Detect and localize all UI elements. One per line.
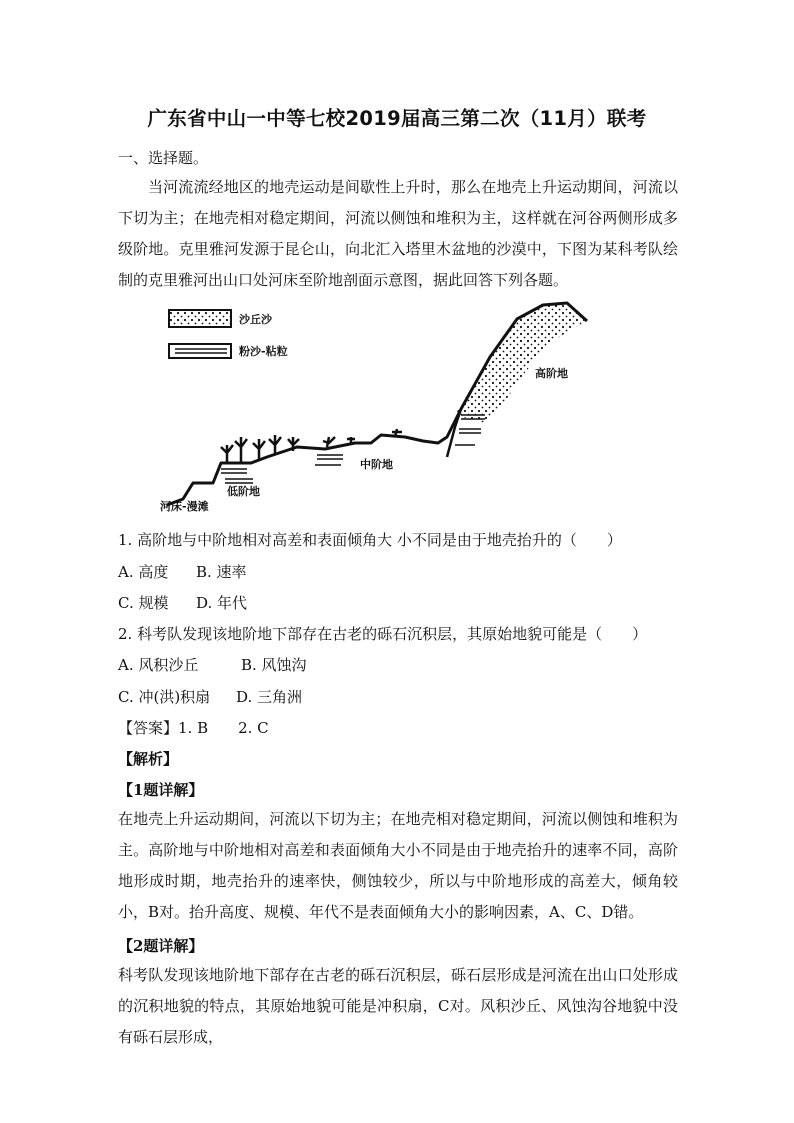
intro-paragraph: 当河流流经地区的地壳运动是间歇性上升时，那么在地壳上升运动期间，河流以下切为主；在地壳相对稳定期间，河流以侧蚀和堆积为主，这样就在河谷两侧形成多级阶地。克里雅河发源于昆仑山，向北汇入塔里木盆地的沙漠中，下图为某科考队绘制的克里雅河出山口处河床至阶地剖面示意图，据此回答下列各题。 — [118, 178, 678, 289]
question-1-options-row-2 — [118, 592, 247, 613]
analysis-heading: 【解析】 — [118, 750, 179, 768]
q2-option-a: A. 风积沙丘 — [118, 656, 199, 674]
question-1-stem: 1. 高阶地与中阶地相对高差和表面倾角大 小不同是由于地壳抬升的（ ） — [118, 531, 622, 549]
q2-option-c: C. 冲(洪)积扇 — [118, 688, 211, 706]
detail-2-heading: 【2题详解】 — [118, 937, 204, 955]
answer-line: 【答案】1. B 2. C — [118, 719, 269, 737]
label-high-terrace: 高阶地 — [535, 367, 568, 380]
label-low-terrace: 低阶地 — [227, 485, 260, 498]
question-1-options-row-1 — [118, 561, 247, 582]
detail-2-paragraph: 科考队发现该地阶地下部存在古老的砾石沉积层，砾石层形成是河流在出山口处形成的沉积地貌的特点，其原始地貌可能是冲积扇，C对。风积沙丘、风蚀沟谷地貌中没有砾石层形成， — [118, 966, 678, 1046]
label-riverbed-floodplain: 河床-漫滩 — [160, 500, 209, 513]
section-heading: 一、选择题。 — [118, 149, 209, 167]
q1-option-b: B. 速率 — [196, 563, 247, 581]
q2-option-b: B. 风蚀沟 — [241, 656, 307, 674]
q2-option-d: D. 三角洲 — [236, 688, 303, 706]
legend-silt-clay-swatch — [169, 344, 231, 358]
legend-silt-clay-label: 粉沙-粘粒 — [239, 345, 288, 358]
q1-option-d: D. 年代 — [196, 594, 248, 612]
legend-dune-sand-label: 沙丘沙 — [239, 313, 272, 326]
legend-dune-sand-swatch — [169, 310, 231, 327]
question-2-stem: 2. 科考队发现该地阶地下部存在古老的砾石沉积层，其原始地貌可能是（ ） — [118, 625, 648, 643]
river-terrace-profile-figure — [155, 297, 600, 517]
q1-option-c: C. 规模 — [118, 594, 169, 612]
question-2-options-row-2 — [118, 686, 302, 707]
page-title: 广东省中山一中等七校2019届高三第二次（11月）联考 — [147, 107, 647, 130]
detail-1-heading: 【1题详解】 — [118, 781, 204, 799]
q1-option-a: A. 高度 — [118, 563, 169, 581]
question-2-options-row-1 — [118, 654, 307, 675]
detail-1-paragraph: 在地壳上升运动期间，河流以下切为主；在地壳相对稳定期间，河流以侧蚀和堆积为主。高阶地与中阶地相对高差和表面倾角大小不同是由于地壳抬升的速率不同，高阶地形成时期，地壳抬升的速率快，侧蚀较少，所以与中阶地形成的高差大，倾角较小，B对。抬升高度、规模、年代不是表面倾角大小的影响因素，A、C、D错。 — [118, 810, 678, 921]
label-middle-terrace: 中阶地 — [360, 458, 393, 471]
